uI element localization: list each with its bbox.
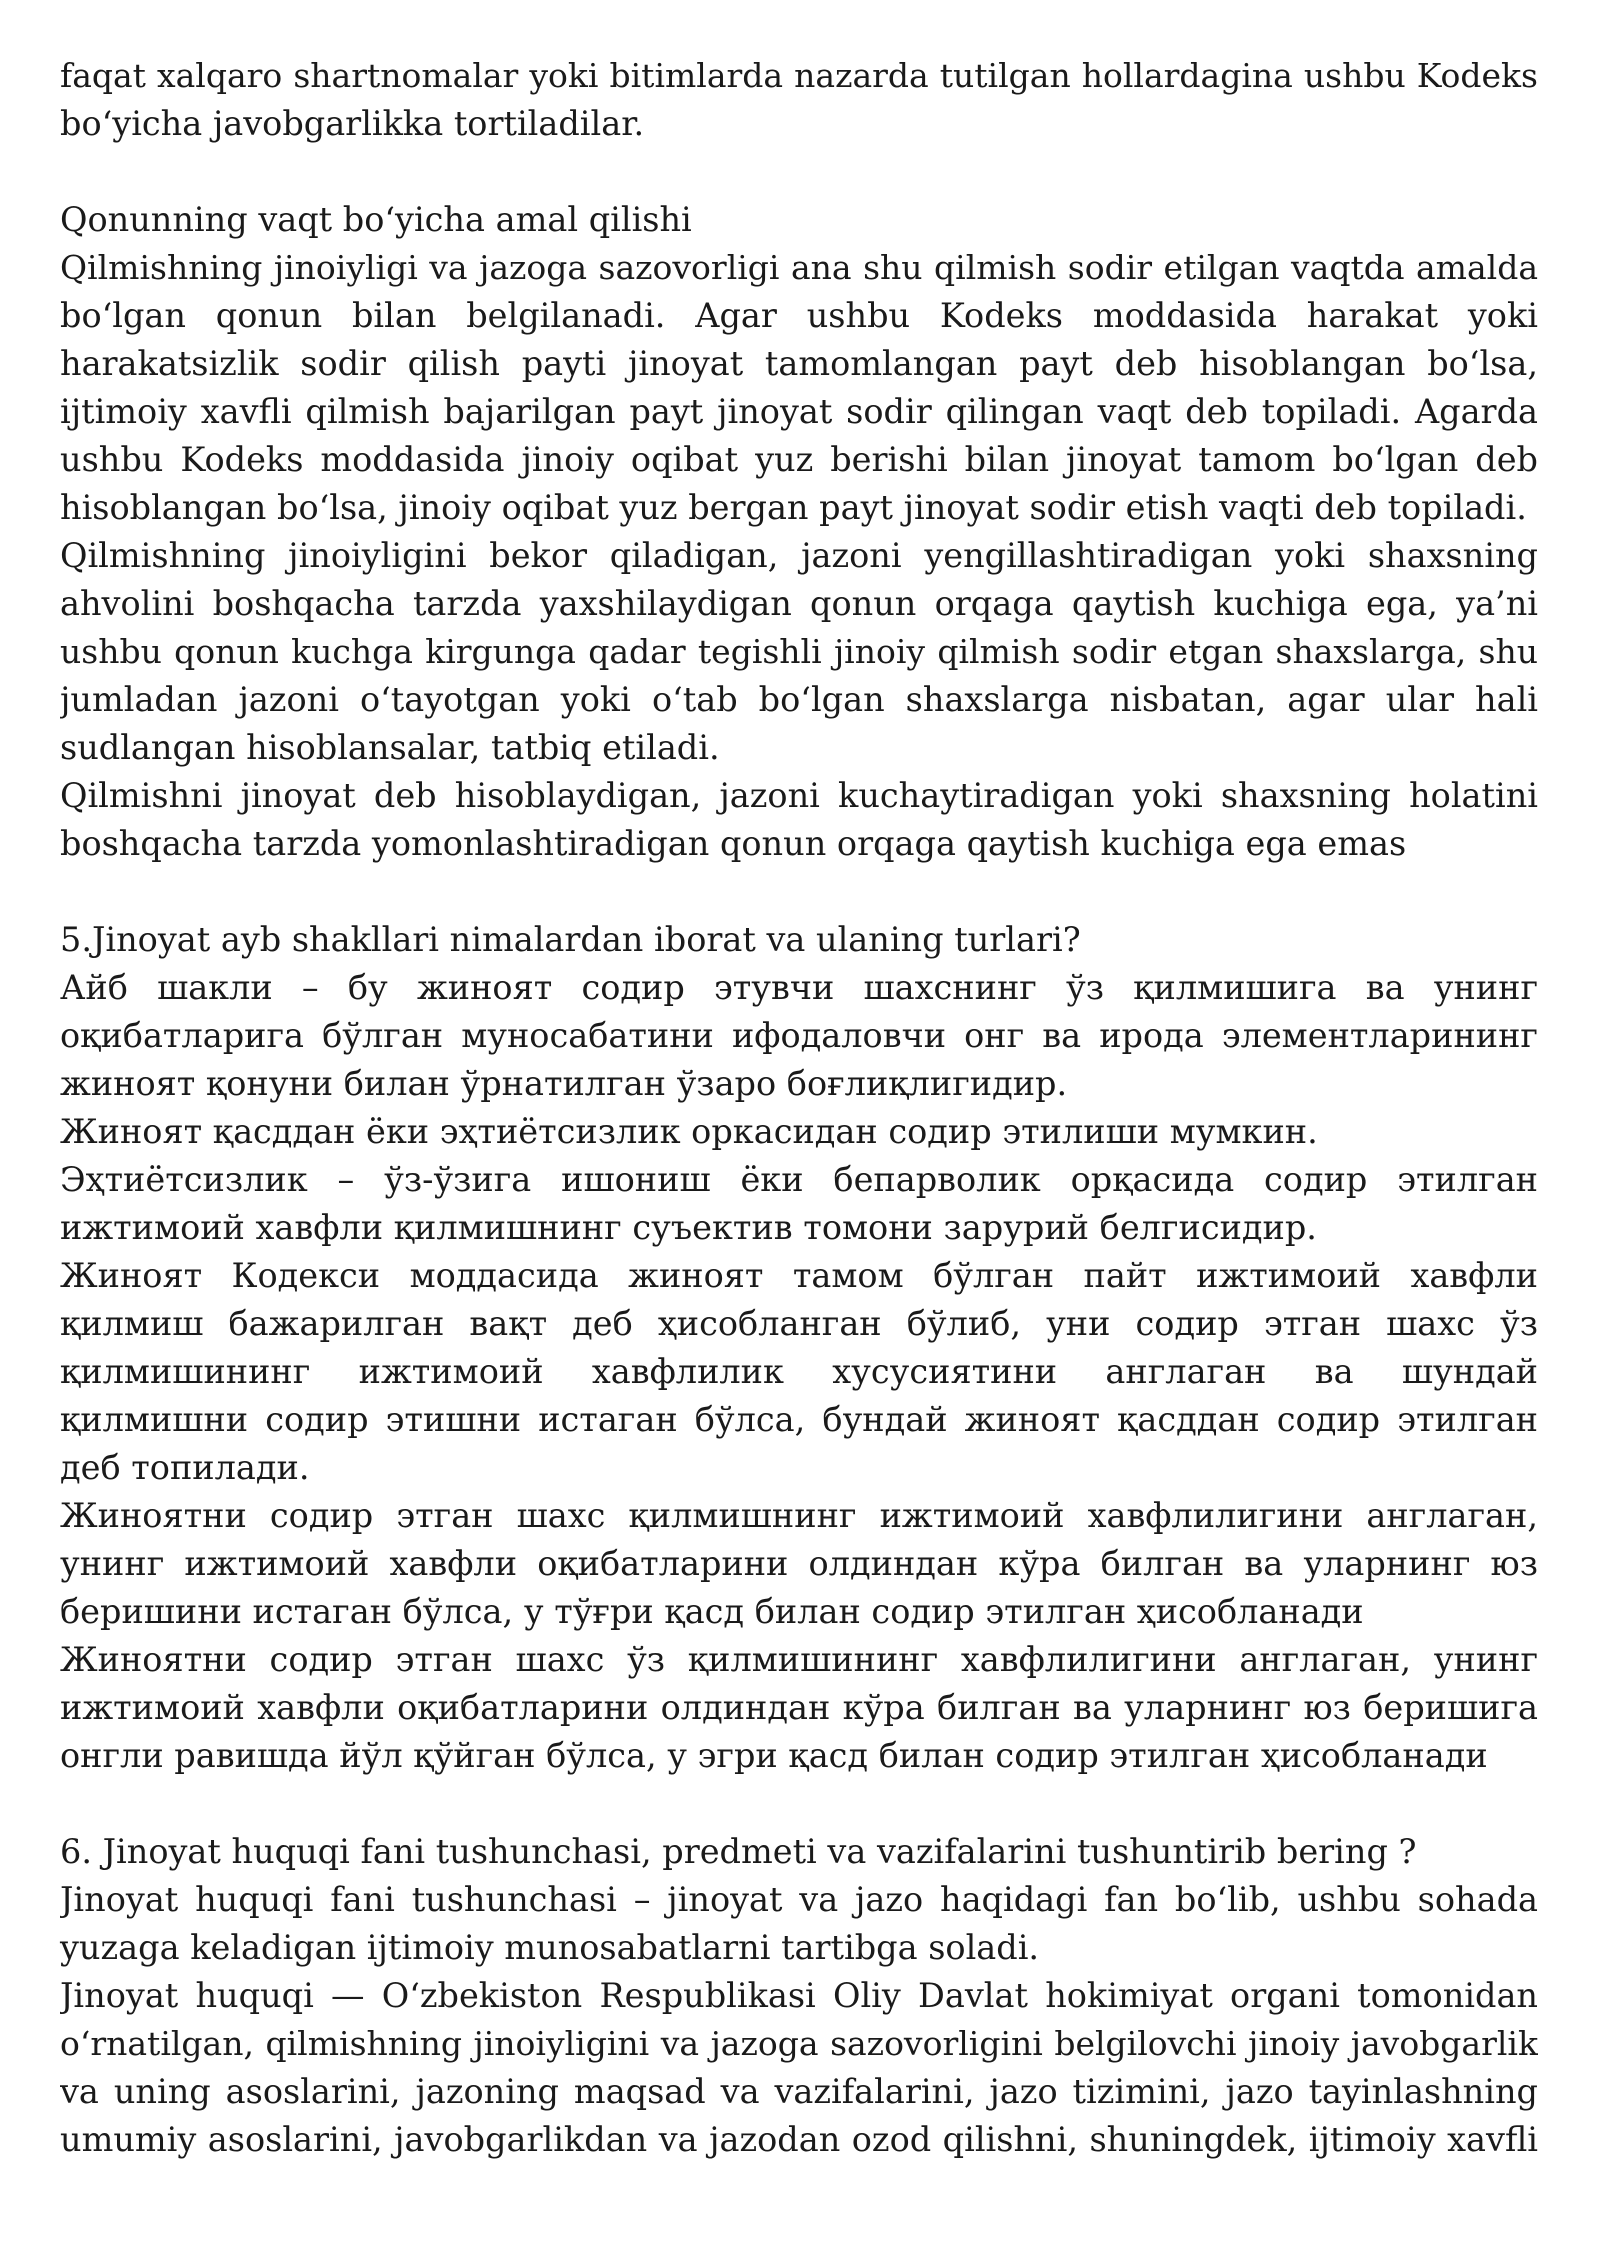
text-line: Жиноят қасддан ёки эҳтиётсизлик оркасидан содир этилиши мумкин. xyxy=(60,1112,1318,1151)
text-line: 6. Jinoyat huquqi fani tushunchasi, predmeti va vazifalarini tushuntirib bering ? xyxy=(60,1832,1417,1871)
text-line: Qilmishning jinoiyligi va jazoga sazovorligi ana shu qilmish sodir etilgan vaqtda amalda xyxy=(60,248,1538,287)
text-line: ижтимоий хавфли қилмишнинг суъектив томони зарурий белгисидир. xyxy=(60,1208,1317,1247)
text-line: sudlangan hisoblansalar, tatbiq etiladi. xyxy=(60,728,720,767)
text-line: Qonunning vaqt bo‘yicha amal qilishi xyxy=(60,200,692,239)
text-line: Jinoyat huquqi fani tushunchasi – jinoyat va jazo haqidagi fan bo‘lib, ushbu sohada xyxy=(60,1880,1538,1919)
text-line: қилмишининг ижтимоий хавфлилик хусусиятини англаган ва шундай xyxy=(60,1352,1538,1391)
text-line: 5.Jinoyat ayb shakllari nimalardan iborat va ulaning turlari? xyxy=(60,920,1081,959)
text-line: онгли равишда йўл қўйган бўлса, у эгри қасд билан содир этилган ҳисобланади xyxy=(60,1736,1488,1775)
text-line: Qilmishning jinoiyligini bekor qiladigan, jazoni yengillashtiradigan yoki shaxsning xyxy=(60,536,1538,575)
text-line: қилмишни содир этишни истаган бўлса, бундай жиноят қасддан содир этилган xyxy=(60,1400,1538,1439)
text-line: bo‘lgan qonun bilan belgilanadi. Agar ushbu Kodeks moddasida harakat yoki xyxy=(60,296,1538,335)
text-line: o‘rnatilgan, qilmishning jinoiyligini va jazoga sazovorligini belgilovchi jinoiy javobgarlik xyxy=(60,2024,1538,2063)
text-line: Эҳтиётсизлик – ўз-ўзига ишониш ёки бепарволик орқасида содир этилган xyxy=(60,1160,1538,1199)
text-line: jumladan jazoni o‘tayotgan yoki o‘tab bo‘lgan shaxslarga nisbatan, agar ular hali xyxy=(60,680,1538,719)
text-block xyxy=(60,52,1538,148)
text-line: va uning asoslarini, jazoning maqsad va vazifalarini, jazo tizimini, jazo tayinlashning xyxy=(60,2072,1538,2111)
text-line: Жиноят Кодекси моддасида жиноят тамом бўлган пайт ижтимоий хавфли xyxy=(60,1256,1538,1295)
text-line: ushbu Kodeks moddasida jinoiy oqibat yuz berishi bilan jinoyat tamom bo‘lgan deb xyxy=(60,440,1538,479)
text-block xyxy=(60,196,1538,868)
paragraph-gap xyxy=(60,868,1538,916)
paragraph-gap xyxy=(60,148,1538,196)
text-line: boshqacha tarzda yomonlashtiradigan qonun orqaga qaytish kuchiga ega emas xyxy=(60,824,1407,863)
text-line: ahvolini boshqacha tarzda yaxshilaydigan qonun orqaga qaytish kuchiga ega, ya’ni xyxy=(60,584,1538,623)
text-line: жиноят қонуни билан ўрнатилган ўзаро боғлиқлигидир. xyxy=(60,1064,1068,1103)
text-line: Жиноятни содир этган шахс ўз қилмишининг хавфлилигини англаган, унинг xyxy=(60,1640,1538,1679)
text-line: Жиноятни содир этган шахс қилмишнинг ижтимоий хавфлилигини англаган, xyxy=(60,1496,1538,1535)
paragraph-gap xyxy=(60,1780,1538,1828)
text-line: Айб шакли – бу жиноят содир этувчи шахснинг ўз қилмишига ва унинг xyxy=(60,968,1538,1007)
text-line: Jinoyat huquqi — O‘zbekiston Respublikasi Oliy Davlat hokimiyat organi tomonidan xyxy=(60,1976,1538,2015)
text-line: ushbu qonun kuchga kirgunga qadar tegishli jinoiy qilmish sodir etgan shaxslarga, shu xyxy=(60,632,1538,671)
text-line: hisoblangan bo‘lsa, jinoiy oqibat yuz bergan payt jinoyat sodir etish vaqti deb topiladi. xyxy=(60,488,1527,527)
text-line: harakatsizlik sodir qilish payti jinoyat tamomlangan payt deb hisoblangan bo‘lsa, xyxy=(60,344,1538,383)
text-line: faqat xalqaro shartnomalar yoki bitimlarda nazarda tutilgan hollardagina ushbu Kodeks xyxy=(60,56,1538,95)
text-block xyxy=(60,1828,1538,2164)
text-line: yuzaga keladigan ijtimoiy munosabatlarni tartibga soladi. xyxy=(60,1928,1040,1967)
text-line: беришини истаган бўлса, у тўғри қасд билан содир этилган ҳисобланади xyxy=(60,1592,1364,1631)
text-line: Qilmishni jinoyat deb hisoblaydigan, jazoni kuchaytiradigan yoki shaxsning holatini xyxy=(60,776,1538,815)
text-line: унинг ижтимоий хавфли оқибатларини олдиндан кўра билган ва уларнинг юз xyxy=(60,1544,1538,1583)
text-line: umumiy asoslarini, javobgarlikdan va jazodan ozod qilishni, shuningdek, ijtimoiy xavfli xyxy=(60,2120,1538,2159)
text-line: қилмиш бажарилган вақт деб ҳисобланган бўлиб, уни содир этган шахс ўз xyxy=(60,1304,1538,1343)
text-line: bo‘yicha javobgarlikka tortiladilar. xyxy=(60,104,645,143)
document-page xyxy=(60,52,1538,2164)
text-line: ижтимоий хавфли оқибатларини олдиндан кўра билган ва уларнинг юз беришига xyxy=(60,1688,1538,1727)
text-line: деб топилади. xyxy=(60,1448,310,1487)
text-block xyxy=(60,916,1538,1780)
text-line: ijtimoiy xavfli qilmish bajarilgan payt jinoyat sodir qilingan vaqt deb topiladi. Agarda xyxy=(60,392,1538,431)
text-line: оқибатларига бўлган муносабатини ифодаловчи онг ва ирода элементларининг xyxy=(60,1016,1538,1055)
